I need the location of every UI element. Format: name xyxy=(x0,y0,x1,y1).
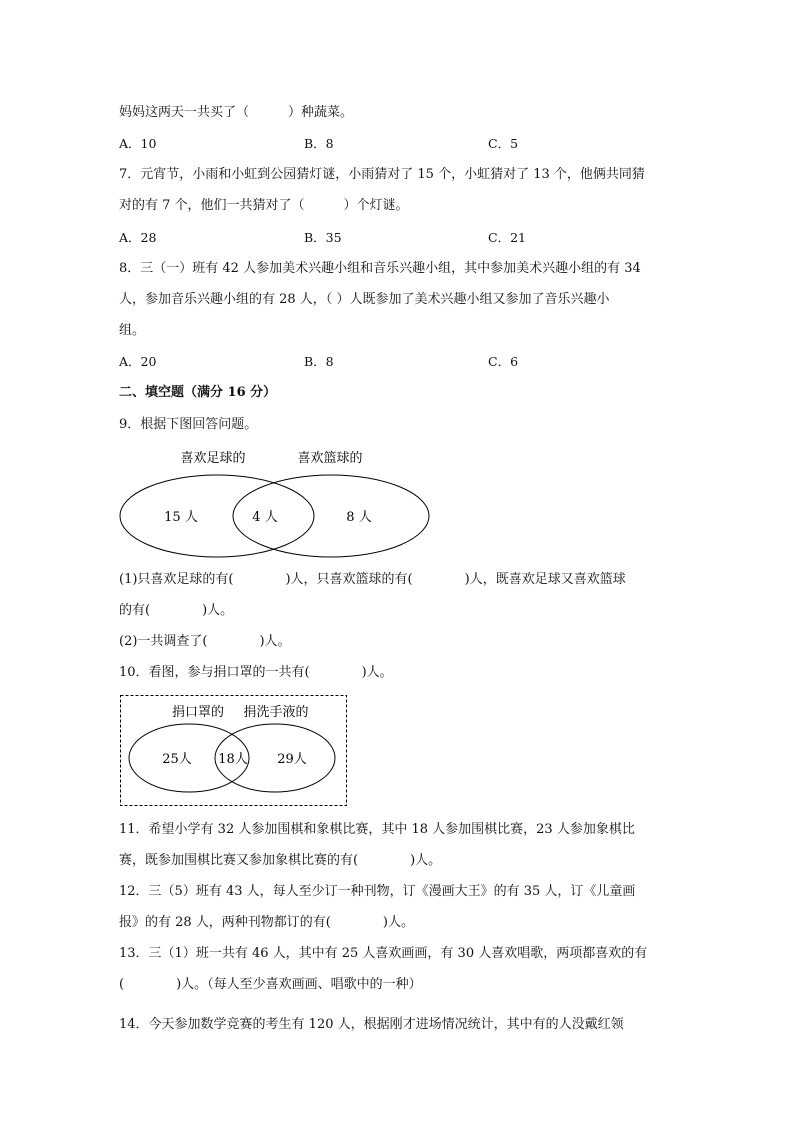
venn-left-value: 15 人 xyxy=(164,510,198,525)
q9-sub1-line-1: (1)只喜欢足球的有( )人，只喜欢篮球的有( )人，既喜欢足球又喜欢篮球 xyxy=(119,572,626,587)
q9-title: 9．根据下图回答问题。 xyxy=(119,417,258,432)
q14-line-1: 14．今天参加数学竞赛的考生有 120 人，根据刚才进场情况统计，其中有的人没戴红领 xyxy=(119,1017,624,1032)
venn-left-value: 25人 xyxy=(162,752,192,767)
option-c: C．6 xyxy=(488,354,519,369)
venn-right-label: 喜欢篮球的 xyxy=(297,451,363,466)
q13-line-1: 13．三（1）班一共有 46 人，其中有 25 人喜欢画画，有 30 人喜欢唱歌，两项都喜欢的有 xyxy=(119,946,648,961)
venn-left-label: 喜欢足球的 xyxy=(180,451,246,466)
q8-line-2: 人，参加音乐兴趣小组的有 28 人，（ ）人既参加了美术兴趣小组又参加了音乐兴趣小 xyxy=(119,292,610,307)
venn-left-label: 捐口罩的 xyxy=(171,705,225,720)
q6-options xyxy=(119,135,679,153)
option-a: A．10 xyxy=(119,136,157,151)
option-b: B．8 xyxy=(304,136,334,151)
q8-line-1: 8．三（一）班有 42 人参加美术兴趣小组和音乐兴趣小组，其中参加美术兴趣小组的有 34 xyxy=(119,261,641,276)
q12-line-2: 报》的有 28 人，两种刊物都订的有( )人。 xyxy=(119,915,414,930)
venn-right-value: 29人 xyxy=(277,752,307,767)
q8-options xyxy=(119,353,679,371)
venn-center-value: 4 人 xyxy=(252,510,278,525)
q7-options xyxy=(119,229,679,247)
venn-right-label: 捐洗手液的 xyxy=(243,705,309,720)
option-b: B．35 xyxy=(304,230,342,245)
q10-venn-diagram xyxy=(120,695,348,807)
q9-venn-diagram xyxy=(115,443,445,563)
q8-line-3: 组。 xyxy=(119,323,146,338)
q12-line-1: 12．三（5）班有 43 人，每人至少订一种刊物，订《漫画大王》的有 35 人，订《儿童画 xyxy=(119,884,636,899)
q11-line-2: 赛，既参加围棋比赛又参加象棋比赛的有( )人。 xyxy=(119,853,442,868)
q10-question: 10．看图，参与捐口罩的一共有( )人。 xyxy=(119,665,393,680)
section-2-title: 二、填空题（满分 16 分） xyxy=(119,385,277,400)
q9-sub2: (2)一共调查了( )人。 xyxy=(119,634,291,649)
venn-right-value: 8 人 xyxy=(346,510,372,525)
q11-line-1: 11．希望小学有 32 人参加围棋和象棋比赛，其中 18 人参加围棋比赛，23 人参加象棋比 xyxy=(119,822,635,837)
option-a: A．20 xyxy=(119,354,157,369)
venn-center-value: 18人 xyxy=(218,752,248,767)
q7-line-1: 7．元宵节，小雨和小虹到公园猜灯谜，小雨猜对了 15 个，小虹猜对了 13 个，他俩共同猜 xyxy=(119,167,645,182)
venn-left-ellipse xyxy=(120,475,314,557)
q13-line-2: ( )人。（每人至少喜欢画画、唱歌中的一种） xyxy=(119,977,422,992)
q9-sub1-line-2: 的有( )人。 xyxy=(119,603,234,618)
q7-line-2: 对的有 7 个，他们一共猜对了（ ）个灯谜。 xyxy=(119,198,409,213)
option-a: A．28 xyxy=(119,230,157,245)
option-c: C．21 xyxy=(488,230,526,245)
option-b: B．8 xyxy=(304,354,334,369)
q6-question-tail: 妈妈这两天一共买了（ ）种蔬菜。 xyxy=(119,105,354,120)
dashed-frame xyxy=(121,696,347,806)
option-c: C．5 xyxy=(488,136,519,151)
